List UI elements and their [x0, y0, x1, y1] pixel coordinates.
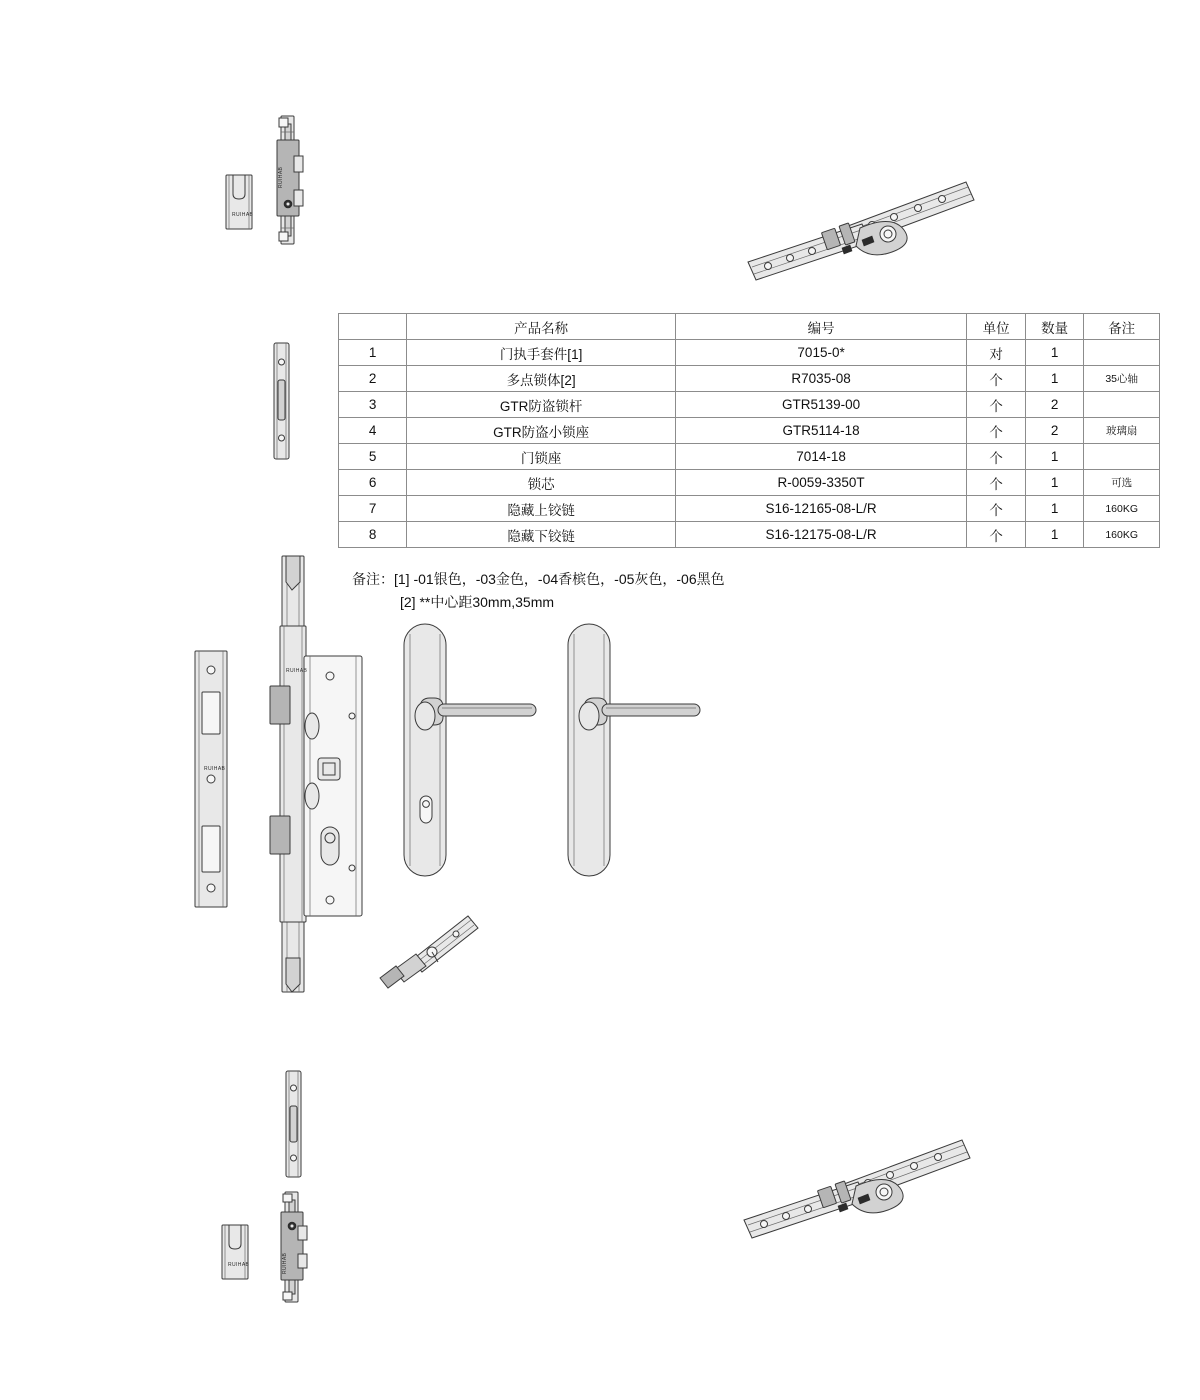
cell-name: 多点锁体[2] — [407, 366, 675, 392]
remark-line-1: 备注：[1] -01银色，-03金色，-04香槟色，-05灰色，-06黑色 — [352, 571, 725, 587]
strike-plate-small-bottom — [218, 1222, 254, 1282]
cell-unit: 个 — [967, 496, 1026, 522]
anti-theft-lock-rod-top — [268, 112, 312, 248]
table-row — [339, 340, 1160, 366]
cell-qty: 1 — [1025, 444, 1084, 470]
door-handle-plate-right — [562, 620, 708, 880]
remarks-block — [352, 568, 725, 614]
cell-code: S16-12165-08-L/R — [675, 496, 967, 522]
concealed-hinge-top — [742, 168, 982, 286]
cell-qty: 1 — [1025, 522, 1084, 548]
cell-code: R7035-08 — [675, 366, 967, 392]
cell-note: 160KG — [1084, 522, 1160, 548]
cell-unit: 个 — [967, 418, 1026, 444]
header-product-name: 产品名称 — [407, 314, 675, 340]
cell-name: 锁芯 — [407, 470, 675, 496]
small-lock-keeper-mid — [268, 340, 296, 462]
strike-plate-small-top — [222, 172, 258, 232]
header-unit: 单位 — [967, 314, 1026, 340]
cell-index: 6 — [339, 470, 407, 496]
cell-note: 玻璃扇 — [1084, 418, 1160, 444]
cell-name: GTR防盗小锁座 — [407, 418, 675, 444]
small-lock-keeper-bottom — [280, 1068, 308, 1180]
remark-line-2: [2] **中心距30mm,35mm — [400, 594, 555, 610]
cell-index: 8 — [339, 522, 407, 548]
cell-index: 5 — [339, 444, 407, 470]
svg-text:RUIHAB: RUIHAB — [204, 766, 226, 772]
cell-qty: 1 — [1025, 470, 1084, 496]
cell-index: 1 — [339, 340, 407, 366]
parts-table — [338, 313, 1160, 548]
cell-code: 7015-0* — [675, 340, 967, 366]
cell-qty: 1 — [1025, 366, 1084, 392]
lock-cylinder — [372, 908, 482, 994]
cell-name: 隐藏下铰链 — [407, 522, 675, 548]
cell-index: 7 — [339, 496, 407, 522]
door-handle-plate-left — [398, 620, 544, 880]
cell-qty: 2 — [1025, 392, 1084, 418]
cell-note: 160KG — [1084, 496, 1160, 522]
multipoint-lock-body — [262, 548, 372, 1000]
cell-qty: 1 — [1025, 340, 1084, 366]
cell-name: 门执手套件[1] — [407, 340, 675, 366]
table-row — [339, 496, 1160, 522]
cell-name: 隐藏上铰链 — [407, 496, 675, 522]
svg-text:RUIHAB: RUIHAB — [282, 1252, 288, 1274]
cell-unit: 个 — [967, 470, 1026, 496]
cell-note — [1084, 392, 1160, 418]
svg-text:RUIHAB: RUIHAB — [228, 1262, 250, 1268]
cell-code: R-0059-3350T — [675, 470, 967, 496]
header-code: 编号 — [675, 314, 967, 340]
cell-index: 3 — [339, 392, 407, 418]
table-row — [339, 392, 1160, 418]
cell-unit: 个 — [967, 366, 1026, 392]
svg-text:RUIHAB: RUIHAB — [232, 212, 254, 218]
table-row — [339, 470, 1160, 496]
lock-faceplate — [190, 648, 234, 910]
table-row — [339, 444, 1160, 470]
cell-unit: 个 — [967, 522, 1026, 548]
cell-unit: 对 — [967, 340, 1026, 366]
svg-text:RUIHAB: RUIHAB — [286, 668, 308, 674]
table-row — [339, 522, 1160, 548]
cell-note — [1084, 340, 1160, 366]
cell-index: 2 — [339, 366, 407, 392]
cell-qty: 1 — [1025, 496, 1084, 522]
table-row — [339, 418, 1160, 444]
header-quantity: 数量 — [1025, 314, 1084, 340]
header-index — [339, 314, 407, 340]
cell-note — [1084, 444, 1160, 470]
svg-text:RUIHAB: RUIHAB — [278, 166, 284, 188]
table-row — [339, 366, 1160, 392]
cell-code: 7014-18 — [675, 444, 967, 470]
concealed-hinge-bottom — [738, 1126, 978, 1244]
cell-qty: 2 — [1025, 418, 1084, 444]
cell-name: GTR防盗锁杆 — [407, 392, 675, 418]
cell-name: 门锁座 — [407, 444, 675, 470]
cell-note: 35心轴 — [1084, 366, 1160, 392]
cell-unit: 个 — [967, 392, 1026, 418]
header-note: 备注 — [1084, 314, 1160, 340]
cell-code: GTR5114-18 — [675, 418, 967, 444]
cell-note: 可选 — [1084, 470, 1160, 496]
cell-code: S16-12175-08-L/R — [675, 522, 967, 548]
anti-theft-lock-rod-bottom — [272, 1188, 316, 1306]
cell-unit: 个 — [967, 444, 1026, 470]
table-header-row — [339, 314, 1160, 340]
cell-code: GTR5139-00 — [675, 392, 967, 418]
cell-index: 4 — [339, 418, 407, 444]
